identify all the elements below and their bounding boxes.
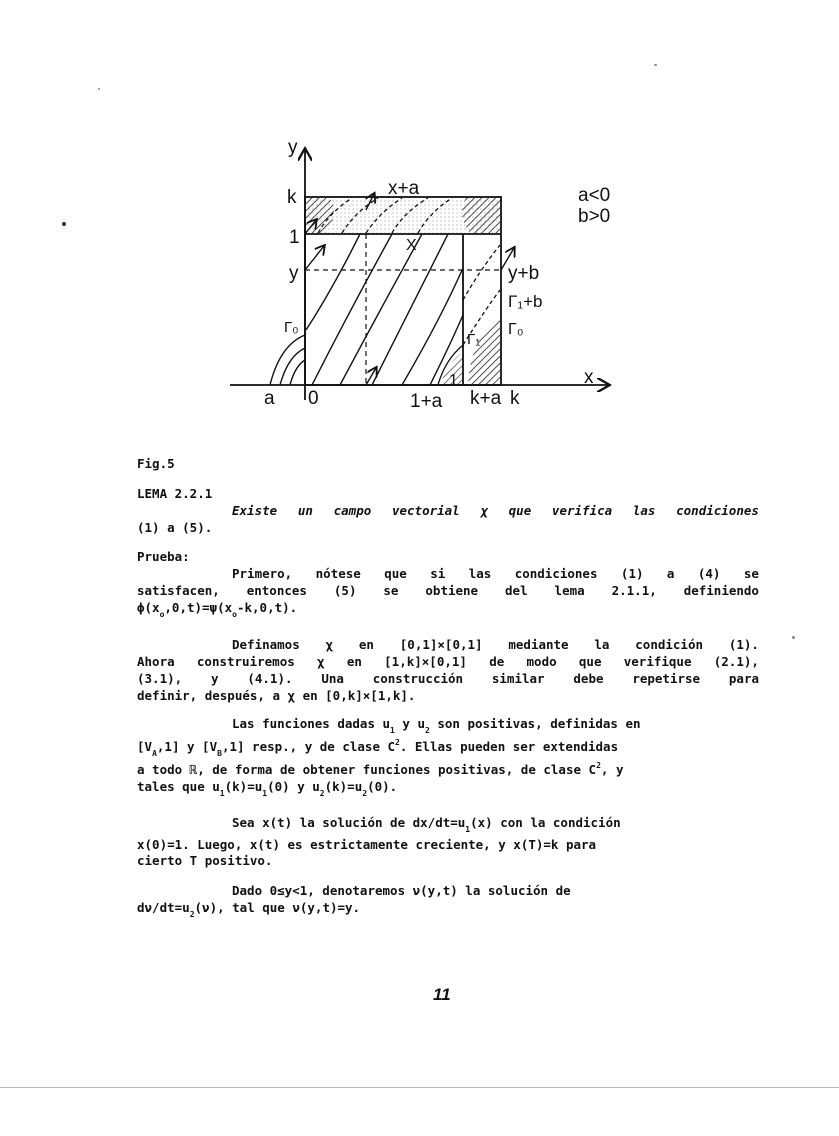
superscript: 2 — [596, 761, 601, 770]
word: (1) — [620, 566, 644, 581]
label-x-plus-a: x+a — [388, 178, 420, 199]
word: similar — [491, 671, 545, 686]
word: repetirse — [632, 671, 701, 686]
subscript: o — [159, 610, 165, 619]
label-0: 0 — [308, 388, 319, 409]
label-y: y — [289, 263, 299, 284]
proof-p2-line3 — [137, 670, 759, 688]
word: Una — [321, 671, 344, 686]
word: se — [383, 583, 399, 598]
text-run: ,1] resp., y de clase C — [221, 739, 396, 754]
word: que — [508, 503, 532, 518]
word: definiendo — [683, 583, 759, 598]
subscript: A — [152, 749, 157, 758]
proof-p2-line1 — [232, 636, 759, 654]
word: condición — [635, 637, 704, 652]
text-run: (x) con la condición — [470, 815, 621, 830]
word: para — [728, 671, 759, 686]
proof-p4-line2: x(0)=1. Luego, x(t) es estrictamente creciente, y x(T)=k para — [137, 837, 597, 852]
word: debe — [573, 671, 604, 686]
word: condiciones — [676, 503, 759, 518]
label-gamma1-plus-b: Γ₁+b — [508, 292, 543, 311]
text-run: tales que u — [137, 779, 220, 794]
word: (4) — [697, 566, 721, 581]
word: condiciones — [514, 566, 598, 581]
word: si — [430, 566, 446, 581]
superscript: 2 — [395, 738, 400, 747]
word: verifique — [623, 654, 692, 669]
word: que — [578, 654, 602, 669]
word: construcción — [372, 671, 464, 686]
label-1-x: 1 — [449, 372, 458, 389]
label-1-plus-a: 1+a — [410, 391, 443, 412]
word: Primero, — [232, 566, 293, 581]
text-run: dν/dt=u — [137, 900, 190, 915]
proof-p5-line2 — [137, 899, 360, 919]
word: satisfacen, — [137, 583, 220, 598]
text-run: . Ellas pueden ser extendidas — [399, 739, 619, 754]
word: la — [594, 637, 610, 652]
text-run: (0) y u — [267, 779, 320, 794]
word: las — [468, 566, 492, 581]
lemma-statement-end: (1) a (5). — [137, 520, 213, 535]
proof-p3-line4 — [137, 778, 397, 798]
subscript: o — [232, 610, 237, 619]
label-a: a — [264, 388, 275, 409]
proof-p2-line2 — [137, 653, 759, 671]
word: (5) — [333, 583, 357, 598]
lemma-statement — [232, 502, 759, 520]
word: [1,k]×[0,1] — [384, 654, 467, 669]
text-run: son positivas, definidas en — [429, 716, 641, 731]
word: mediante — [508, 637, 569, 652]
proof-p4-line1 — [232, 814, 621, 834]
text-run: ,1] y [V — [156, 739, 218, 754]
condition-a: a<0 — [578, 185, 611, 206]
text-run: a todo ℝ, de forma de obtener funciones positivas, de clase C — [137, 762, 597, 777]
bottom-rule — [0, 1087, 839, 1088]
proof-p2-line4: definir, después, a χ en [0,k]×[1,k]. — [137, 688, 416, 703]
word: vectorial — [391, 503, 460, 518]
axis-y-label: y — [288, 137, 298, 158]
subscript: 1 — [219, 789, 225, 798]
top-right-hatch — [462, 198, 500, 233]
axis-x-label: x — [584, 367, 594, 388]
word: nótese — [315, 566, 361, 581]
subscript: 1 — [390, 726, 395, 735]
subscript: 2 — [189, 910, 195, 919]
label-chi: X — [406, 237, 417, 254]
text-run: [V — [137, 739, 153, 754]
word: χ — [480, 503, 488, 518]
gamma1-hatch — [468, 318, 500, 385]
word: 2.1.1, — [611, 583, 657, 598]
word: (1). — [728, 637, 759, 652]
word: y — [210, 671, 219, 686]
proof-title: Prueba: — [137, 549, 190, 564]
proof-p5-line1: Dado 0≤y<1, denotaremos ν(y,t) la solución de — [232, 883, 571, 898]
text-run: (0). — [367, 779, 398, 794]
word: de — [489, 654, 505, 669]
word: χ — [317, 654, 325, 669]
word: del — [505, 583, 528, 598]
word: Definamos — [232, 637, 300, 652]
text-run: ϕ(x — [137, 600, 160, 615]
word: se — [743, 566, 759, 581]
subscript: 2 — [319, 789, 325, 798]
word: (2.1), — [713, 654, 759, 669]
lemma-title: LEMA 2.2.1 — [137, 486, 213, 501]
text-run: Las funciones dadas u — [232, 716, 391, 731]
figure-caption: Fig.5 — [137, 456, 175, 471]
label-gamma1: Γ₁ — [467, 331, 481, 348]
proof-p1-line1 — [232, 565, 759, 583]
label-k-plus-a: k+a — [470, 388, 502, 409]
subscript: B — [217, 749, 222, 758]
flow-lines — [306, 234, 463, 385]
text-run: -k,0,t). — [236, 600, 298, 615]
word: en — [346, 654, 362, 669]
subscript: 2 — [362, 789, 368, 798]
page-number: 11 — [433, 985, 451, 1004]
word: verifica — [551, 503, 613, 518]
word: Ahora — [137, 654, 175, 669]
label-k-y: k — [287, 187, 297, 208]
text-run: (k)=u — [324, 779, 363, 794]
scan-speck — [792, 636, 795, 639]
subscript: 1 — [465, 825, 471, 834]
condition-b: b>0 — [578, 206, 611, 227]
text-run: Sea x(t) la solución de dx/dt=u — [232, 815, 466, 830]
label-gamma0-left: Γ₀ — [284, 319, 299, 336]
text-run: , y — [600, 762, 624, 777]
word: Existe — [232, 503, 278, 518]
proof-p1-line2 — [137, 582, 759, 600]
gamma0-curves — [270, 335, 305, 385]
word: construiremos — [196, 654, 295, 669]
text-run: ,0,t)=ψ(x — [164, 600, 233, 615]
subscript: 2 — [424, 726, 430, 735]
word: lema — [554, 583, 585, 598]
proof-p3-line1 — [232, 715, 641, 735]
subscript: 1 — [262, 789, 268, 798]
word: un — [297, 503, 313, 518]
word: las — [632, 503, 656, 518]
label-y-plus-b: y+b — [508, 263, 540, 284]
word: (4.1). — [247, 671, 293, 686]
proof-p3-line2 — [137, 738, 618, 758]
label-1-y: 1 — [289, 227, 300, 248]
label-gamma0-right: Γ₀ — [508, 321, 524, 338]
word: entonces — [246, 583, 307, 598]
word: que — [384, 566, 407, 581]
proof-p4-line3: cierto T positivo. — [137, 853, 273, 868]
word: (3.1), — [137, 671, 183, 686]
word: [0,1]×[0,1] — [399, 637, 483, 652]
text-run: (ν), tal que ν(y,t)=y. — [194, 900, 361, 915]
proof-p1-line3 — [137, 599, 297, 619]
figure-5 — [0, 0, 839, 440]
label-k-x: k — [510, 388, 520, 409]
word: χ — [325, 637, 334, 652]
word: obtiene — [425, 583, 479, 598]
text-run: y u — [394, 716, 425, 731]
word: a — [666, 566, 675, 581]
word: en — [358, 637, 374, 652]
word: campo — [333, 503, 372, 518]
word: modo — [526, 654, 557, 669]
text-run: (k)=u — [224, 779, 263, 794]
